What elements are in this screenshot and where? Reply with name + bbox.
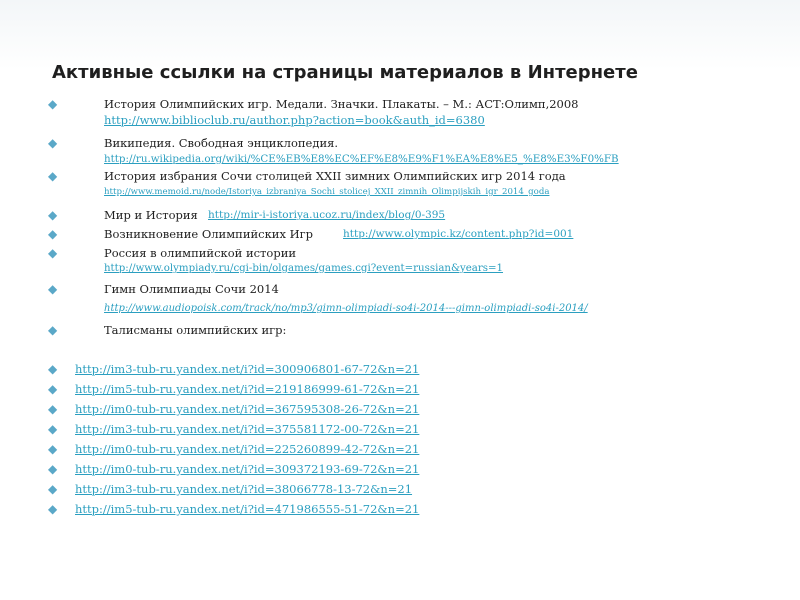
item-text: Россия в олимпийской истории (104, 246, 297, 260)
item-text: Талисманы олимпийских игр: (104, 323, 287, 337)
bullet-icon: ◆ (48, 323, 58, 337)
item-link[interactable]: http://www.memoid.ru/node/Istoriya_izbraniya_Sochi_stolicej_XXII_zimnih_Olimpijskih_igr_2014_goda (104, 187, 550, 197)
image-link[interactable]: http://im3-tub-ru.yandex.net/i?id=375581172-00-72&n=21 (75, 422, 420, 436)
bullet-icon: ◆ (48, 208, 58, 222)
bullet-icon: ◆ (48, 462, 58, 476)
item-text: Гимн Олимпиады Сочи 2014 (104, 282, 279, 296)
image-link[interactable]: http://im3-tub-ru.yandex.net/i?id=300906801-67-72&n=21 (75, 362, 420, 376)
bullet-icon: ◆ (48, 136, 58, 150)
slide-title: Активные ссылки на страницы материалов в Интернете (52, 62, 638, 83)
item-link[interactable]: http://mir-i-istoriya.ucoz.ru/index/blog/0-395 (208, 209, 446, 221)
bullet-icon: ◆ (48, 246, 58, 260)
item-link[interactable]: http://www.olympic.kz/content.php?id=001 (343, 228, 574, 240)
item-text: Википедия. Свободная энциклопедия. (104, 136, 339, 150)
image-link[interactable]: http://im0-tub-ru.yandex.net/i?id=225260899-42-72&n=21 (75, 442, 420, 456)
bullet-icon: ◆ (48, 482, 58, 496)
item-text: Мир и История (104, 208, 198, 222)
bullet-icon: ◆ (48, 169, 58, 183)
image-link[interactable]: http://im0-tub-ru.yandex.net/i?id=309372193-69-72&n=21 (75, 462, 420, 476)
header-band (0, 0, 800, 70)
image-link[interactable]: http://im3-tub-ru.yandex.net/i?id=38066778-13-72&n=21 (75, 482, 413, 496)
item-text: История Олимпийских игр. Медали. Значки. Плакаты. – М.: АСТ:Олимп,2008 (104, 97, 579, 111)
bullet-icon: ◆ (48, 402, 58, 416)
item-link[interactable]: http://www.biblioclub.ru/author.php?action=book&auth_id=6380 (104, 113, 485, 127)
item-link[interactable]: http://ru.wikipedia.org/wiki/%CE%EB%E8%EC%EF%E8%E9%F1%EA%E8%E5_%E8%E3%F0%FB (104, 153, 619, 165)
item-text: История избрания Сочи столицей XXII зимних Олимпийских игр 2014 года (104, 169, 566, 183)
image-link[interactable]: http://im5-tub-ru.yandex.net/i?id=471986555-51-72&n=21 (75, 502, 420, 516)
item-link[interactable]: http://www.olympiady.ru/cgi-bin/olgames/games.cgi?event=russian&years=1 (104, 263, 504, 274)
item-text: Возникновение Олимпийских Игр (104, 227, 314, 241)
bullet-icon: ◆ (48, 97, 58, 111)
bullet-icon: ◆ (48, 422, 58, 436)
item-link[interactable]: http://www.audiopoisk.com/track/no/mp3/gimn-olimpiadi-so4i-2014---gimn-olimpiadi-so4i-2014/ (104, 303, 588, 314)
bullet-icon: ◆ (48, 442, 58, 456)
bullet-icon: ◆ (48, 362, 58, 376)
image-link[interactable]: http://im0-tub-ru.yandex.net/i?id=367595308-26-72&n=21 (75, 402, 420, 416)
bullet-icon: ◆ (48, 227, 58, 241)
bullet-icon: ◆ (48, 282, 58, 296)
bullet-icon: ◆ (48, 502, 58, 516)
bullet-icon: ◆ (48, 382, 58, 396)
image-link[interactable]: http://im5-tub-ru.yandex.net/i?id=219186999-61-72&n=21 (75, 382, 420, 396)
